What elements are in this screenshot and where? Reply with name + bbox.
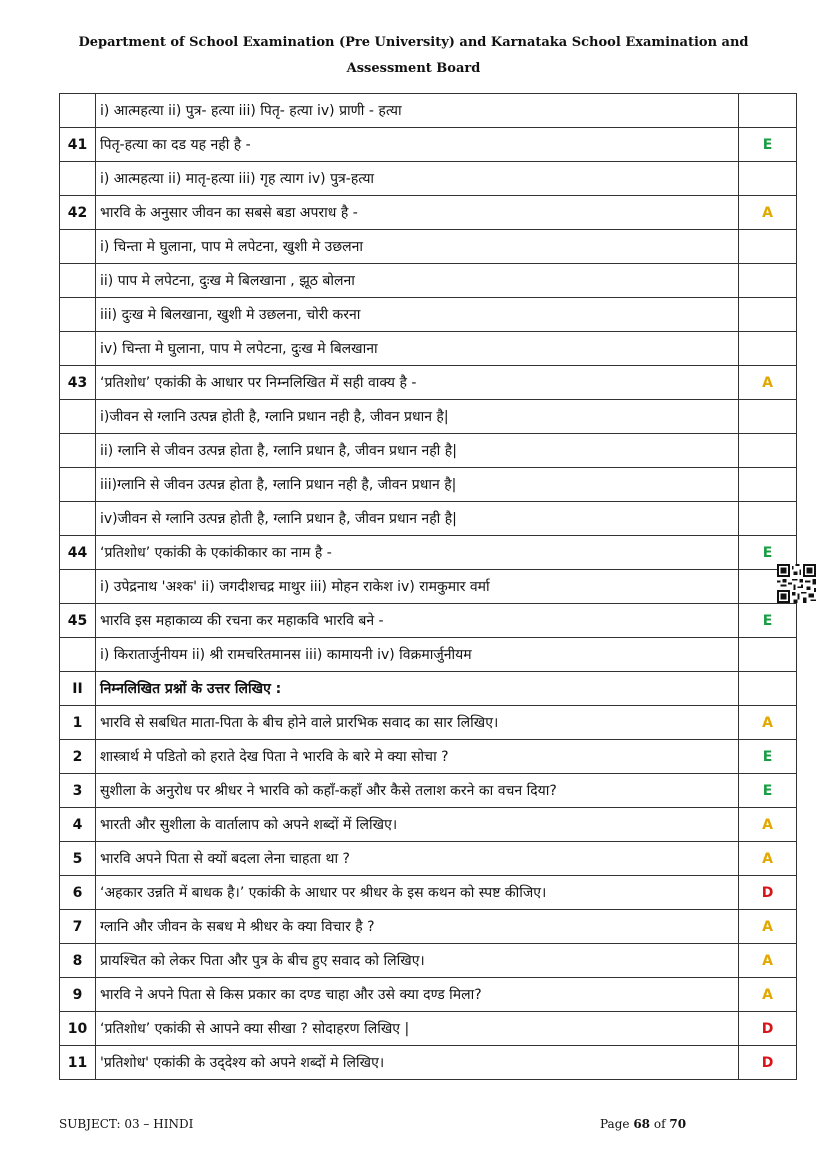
answer-options: i) आत्महत्या ii) पुत्र- हत्या iii) पितृ- हत्या iv) प्राणी - हत्या	[96, 94, 739, 128]
question-number: 45	[60, 604, 96, 638]
question-number	[60, 94, 96, 128]
page-of: of	[653, 1117, 666, 1131]
question-number	[60, 468, 96, 502]
question-text: ‘प्रतिशोध’ एकांकी से आपने क्या सीखा ? सोदाहरण लिखिए |	[96, 1012, 739, 1046]
question-number: 2	[60, 740, 96, 774]
difficulty-level: A	[739, 978, 797, 1012]
page-prefix: Page	[600, 1117, 630, 1131]
difficulty-level: E	[739, 774, 797, 808]
question-number: 8	[60, 944, 96, 978]
answer-options: iii)ग्लानि से जीवन उत्पन्न होता है, ग्लानि प्रधान नही है, जीवन प्रधान है|	[96, 468, 739, 502]
question-number	[60, 298, 96, 332]
table-row	[60, 400, 797, 434]
question-number: 6	[60, 876, 96, 910]
difficulty-level	[739, 672, 797, 706]
question-number: 10	[60, 1012, 96, 1046]
table-row	[60, 196, 797, 230]
difficulty-level: A	[739, 842, 797, 876]
difficulty-level: A	[739, 808, 797, 842]
table-row	[60, 162, 797, 196]
difficulty-level: D	[739, 1046, 797, 1080]
question-number: 11	[60, 1046, 96, 1080]
question-text: भारती और सुशीला के वार्तालाप को अपने शब्दों में लिखिए।	[96, 808, 739, 842]
question-number: 42	[60, 196, 96, 230]
footer-subject: SUBJECT: 03 – HINDI	[59, 1117, 194, 1131]
question-number: 44	[60, 536, 96, 570]
table-row	[60, 706, 797, 740]
table-row	[60, 842, 797, 876]
question-number	[60, 230, 96, 264]
footer-page-number	[600, 1117, 686, 1131]
question-number	[60, 264, 96, 298]
table-row	[60, 910, 797, 944]
difficulty-level: E	[739, 604, 797, 638]
table-row	[60, 298, 797, 332]
question-text: ‘अहकार उन्नति में बाधक है।’ एकांकी के आधार पर श्रीधर के इस कथन को स्पष्ट कीजिए।	[96, 876, 739, 910]
header-line-1: Department of School Examination (Pre University) and Karnataka School Examination and	[78, 35, 749, 50]
qr-code-icon	[777, 564, 816, 603]
table-row	[60, 94, 797, 128]
question-text: ‘प्रतिशोध’ एकांकी के आधार पर निम्नलिखित में सही वाक्य है -	[96, 366, 739, 400]
question-text: भारवि अपने पिता से क्यों बदला लेना चाहता था ?	[96, 842, 739, 876]
difficulty-level	[739, 264, 797, 298]
answer-options: iv) चिन्ता मे घुलाना, पाप मे लपेटना, दुःख मे बिलखाना	[96, 332, 739, 366]
question-text: भारवि ने अपने पिता से किस प्रकार का दण्ड चाहा और उसे क्या दण्ड मिला?	[96, 978, 739, 1012]
difficulty-level	[739, 162, 797, 196]
question-text: ‘प्रतिशोध’ एकांकी के एकांकीकार का नाम है -	[96, 536, 739, 570]
question-number: 41	[60, 128, 96, 162]
difficulty-level: E	[739, 740, 797, 774]
question-number: 9	[60, 978, 96, 1012]
table-row	[60, 808, 797, 842]
difficulty-level: E	[739, 536, 797, 570]
table-row	[60, 570, 797, 604]
question-text: प्रायश्चित को लेकर पिता और पुत्र के बीच हुए सवाद को लिखिए।	[96, 944, 739, 978]
difficulty-level	[739, 434, 797, 468]
table-row	[60, 536, 797, 570]
table-row	[60, 944, 797, 978]
difficulty-level	[739, 332, 797, 366]
difficulty-level	[739, 230, 797, 264]
table-row	[60, 230, 797, 264]
question-text: ग्लानि और जीवन के सबध मे श्रीधर के क्या विचार है ?	[96, 910, 739, 944]
answer-options: i) किरातार्जुनीयम ii) श्री रामचरितमानस iii) कामायनी iv) विक्रमार्जुनीयम	[96, 638, 739, 672]
question-text: शास्त्रार्थ मे पडितो को हराते देख पिता ने भारवि के बारे मे क्या सोचा ?	[96, 740, 739, 774]
question-number: 4	[60, 808, 96, 842]
table-row	[60, 332, 797, 366]
answer-options: i)जीवन से ग्लानि उत्पन्न होती है, ग्लानि प्रधान नही है, जीवन प्रधान है|	[96, 400, 739, 434]
difficulty-level: E	[739, 128, 797, 162]
question-table-body	[60, 94, 797, 1080]
difficulty-level	[739, 502, 797, 536]
difficulty-level: A	[739, 366, 797, 400]
page-total: 70	[669, 1117, 687, 1131]
table-row	[60, 468, 797, 502]
question-number: 3	[60, 774, 96, 808]
table-row	[60, 740, 797, 774]
difficulty-level: D	[739, 1012, 797, 1046]
difficulty-level	[739, 638, 797, 672]
question-number: 1	[60, 706, 96, 740]
question-number	[60, 570, 96, 604]
question-number	[60, 332, 96, 366]
answer-options: iv)जीवन से ग्लानि उत्पन्न होती है, ग्लानि प्रधान है, जीवन प्रधान नही है|	[96, 502, 739, 536]
section-heading: निम्नलिखित प्रश्नों के उत्तर लिखिए :	[96, 672, 739, 706]
page-current: 68	[633, 1117, 651, 1131]
question-number: 43	[60, 366, 96, 400]
question-number: 7	[60, 910, 96, 944]
question-number: II	[60, 672, 96, 706]
table-row	[60, 638, 797, 672]
answer-options: i) आत्महत्या ii) मातृ-हत्या iii) गृह त्याग iv) पुत्र-हत्या	[96, 162, 739, 196]
question-number	[60, 162, 96, 196]
difficulty-level	[739, 298, 797, 332]
difficulty-level: A	[739, 944, 797, 978]
table-row	[60, 1046, 797, 1080]
question-text: सुशीला के अनुरोध पर श्रीधर ने भारवि को कहाँ-कहाँ और कैसे तलाश करने का वचन दिया?	[96, 774, 739, 808]
question-table	[59, 93, 797, 1080]
question-text: भारवि इस महाकाव्य की रचना कर महाकवि भारवि बने -	[96, 604, 739, 638]
document-header	[0, 30, 827, 82]
question-number: 5	[60, 842, 96, 876]
difficulty-level	[739, 468, 797, 502]
table-row	[60, 366, 797, 400]
question-number	[60, 638, 96, 672]
question-number	[60, 400, 96, 434]
answer-options: ii) पाप मे लपेटना, दुःख मे बिलखाना , झूठ बोलना	[96, 264, 739, 298]
question-text: भारवि के अनुसार जीवन का सबसे बडा अपराध है -	[96, 196, 739, 230]
answer-options: iii) दुःख मे बिलखाना, खुशी मे उछलना, चोरी करना	[96, 298, 739, 332]
table-row	[60, 978, 797, 1012]
difficulty-level: D	[739, 876, 797, 910]
table-row	[60, 774, 797, 808]
table-row	[60, 604, 797, 638]
question-text: पितृ-हत्या का दड यह नही है -	[96, 128, 739, 162]
table-row	[60, 264, 797, 298]
table-row	[60, 672, 797, 706]
difficulty-level	[739, 400, 797, 434]
table-row	[60, 128, 797, 162]
difficulty-level	[739, 94, 797, 128]
question-text: 'प्रतिशोध' एकांकी के उद्‌देश्य को अपने शब्दों मे लिखिए।	[96, 1046, 739, 1080]
answer-options: ii) ग्लानि से जीवन उत्पन्न होता है, ग्लानि प्रधान है, जीवन प्रधान नही है|	[96, 434, 739, 468]
table-row	[60, 434, 797, 468]
question-number	[60, 502, 96, 536]
header-line-2: Assessment Board	[346, 61, 481, 76]
question-number	[60, 434, 96, 468]
answer-options: i) उपेद्रनाथ 'अश्क' ii) जगदीशचद्र माथुर iii) मोहन राकेश iv) रामकुमार वर्मा	[96, 570, 739, 604]
answer-options: i) चिन्ता मे घुलाना, पाप मे लपेटना, खुशी मे उछलना	[96, 230, 739, 264]
difficulty-level: A	[739, 196, 797, 230]
difficulty-level: A	[739, 706, 797, 740]
table-row	[60, 502, 797, 536]
question-text: भारवि से सबधित माता-पिता के बीच होने वाले प्रारभिक सवाद का सार लिखिए।	[96, 706, 739, 740]
table-row	[60, 876, 797, 910]
table-row	[60, 1012, 797, 1046]
difficulty-level: A	[739, 910, 797, 944]
